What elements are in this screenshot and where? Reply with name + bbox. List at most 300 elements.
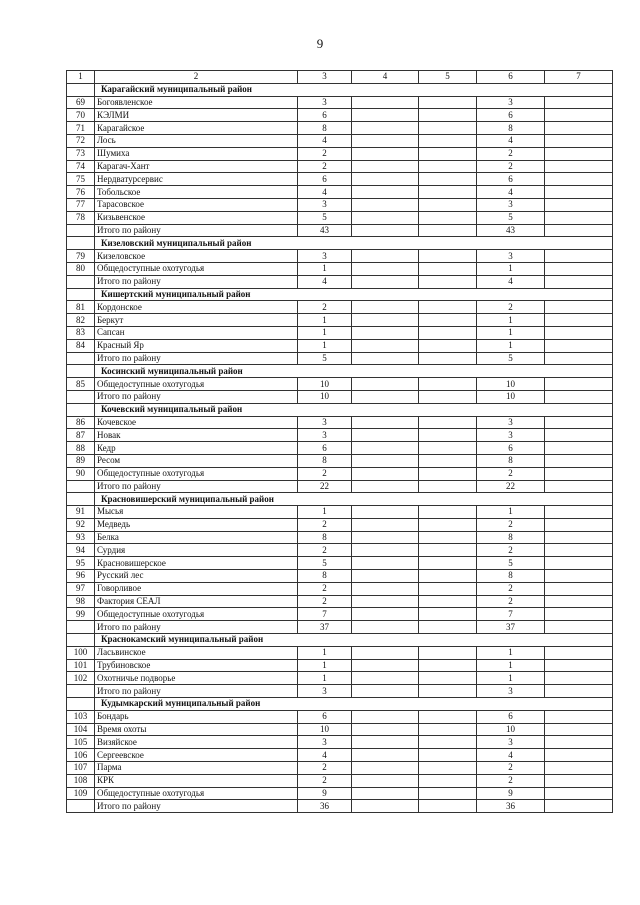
table-row: [67, 531, 613, 544]
column-7-value: [545, 595, 613, 608]
column-3-value: 3: [298, 736, 352, 749]
column-7-value: [545, 480, 613, 493]
column-3-value: 10: [298, 723, 352, 736]
column-3-value: 6: [298, 710, 352, 723]
row-number: 79: [67, 250, 95, 263]
column-3-value: 2: [298, 467, 352, 480]
column-6-value: 6: [477, 109, 545, 122]
hunting-ground-name: Кедр: [95, 442, 298, 455]
column-5-value: [419, 96, 477, 109]
column-7-value: [545, 198, 613, 211]
column-5-value: [419, 557, 477, 570]
district-total-row: [67, 800, 613, 813]
hunting-ground-name: Бондарь: [95, 710, 298, 723]
row-number: 86: [67, 416, 95, 429]
row-number: 74: [67, 160, 95, 173]
row-number: 71: [67, 122, 95, 135]
column-6-value: 1: [477, 314, 545, 327]
row-number: 91: [67, 506, 95, 519]
row-number: 101: [67, 659, 95, 672]
column-6-value: 8: [477, 122, 545, 135]
district-total-row: [67, 685, 613, 698]
row-number: [67, 390, 95, 403]
row-number: 104: [67, 723, 95, 736]
table-row: [67, 301, 613, 314]
column-3-value: 1: [298, 339, 352, 352]
column-4-value: [352, 762, 419, 775]
column-6-value: 8: [477, 454, 545, 467]
district-total-row: [67, 390, 613, 403]
total-column-3: 37: [298, 621, 352, 634]
column-6-value: 2: [477, 774, 545, 787]
column-7-value: [545, 326, 613, 339]
column-5-value: [419, 122, 477, 135]
hunting-ground-name: Карагайское: [95, 122, 298, 135]
column-6-value: 2: [477, 301, 545, 314]
column-4-value: [352, 544, 419, 557]
column-6-value: 2: [477, 518, 545, 531]
district-header-row: [67, 698, 613, 711]
column-5-value: [419, 211, 477, 224]
column-5-value: [419, 800, 477, 813]
column-4-value: [352, 442, 419, 455]
column-7-value: [545, 557, 613, 570]
row-number: [67, 685, 95, 698]
column-4-value: [352, 749, 419, 762]
column-4-value: [352, 301, 419, 314]
column-5-value: [419, 147, 477, 160]
column-7-value: [545, 442, 613, 455]
row-number: 94: [67, 544, 95, 557]
total-column-3: 43: [298, 224, 352, 237]
total-column-3: 4: [298, 275, 352, 288]
column-4-value: [352, 800, 419, 813]
column-6-value: 2: [477, 595, 545, 608]
column-4-value: [352, 275, 419, 288]
table-row: [67, 557, 613, 570]
column-5-value: [419, 467, 477, 480]
column-7-value: [545, 160, 613, 173]
row-number: 72: [67, 134, 95, 147]
column-7-value: [545, 339, 613, 352]
hunting-ground-name: Общедоступные охотугодья: [95, 262, 298, 275]
column-7-value: [545, 710, 613, 723]
district-title: Кочевский муниципальный район: [95, 403, 613, 416]
column-7-value: [545, 250, 613, 263]
column-4-value: [352, 595, 419, 608]
column-7-value: [545, 544, 613, 557]
column-7-value: [545, 301, 613, 314]
column-4-value: [352, 582, 419, 595]
table-row: [67, 122, 613, 135]
column-6-value: 3: [477, 736, 545, 749]
column-3-value: 8: [298, 122, 352, 135]
hunting-ground-name: Общедоступные охотугодья: [95, 467, 298, 480]
column-5-value: [419, 659, 477, 672]
hunting-ground-name: КЭЛМИ: [95, 109, 298, 122]
column-5-value: [419, 595, 477, 608]
column-3-value: 8: [298, 454, 352, 467]
number-cell: [67, 83, 95, 96]
table-row: [67, 646, 613, 659]
column-7-value: [545, 429, 613, 442]
column-7-value: [545, 621, 613, 634]
hunting-ground-name: Шумиха: [95, 147, 298, 160]
column-4-value: [352, 250, 419, 263]
column-5-value: [419, 570, 477, 583]
column-3-value: 1: [298, 646, 352, 659]
column-3-value: 8: [298, 570, 352, 583]
row-number: 109: [67, 787, 95, 800]
column-4-value: [352, 390, 419, 403]
column-5-value: [419, 762, 477, 775]
column-7-value: [545, 467, 613, 480]
table-row: [67, 160, 613, 173]
column-5-value: [419, 582, 477, 595]
column-6-value: 1: [477, 672, 545, 685]
column-7-value: [545, 723, 613, 736]
total-column-3: 3: [298, 685, 352, 698]
column-4-value: [352, 685, 419, 698]
column-5-value: [419, 736, 477, 749]
row-number: 81: [67, 301, 95, 314]
table-row: [67, 723, 613, 736]
table-row: [67, 570, 613, 583]
column-5-value: [419, 531, 477, 544]
row-number: 105: [67, 736, 95, 749]
table-row: [67, 416, 613, 429]
district-title: Краснокамский муниципальный район: [95, 634, 613, 647]
column-6-value: 3: [477, 250, 545, 263]
table-row: [67, 608, 613, 621]
row-number: 89: [67, 454, 95, 467]
column-6-value: 1: [477, 506, 545, 519]
column-3-value: 2: [298, 774, 352, 787]
table-row: [67, 659, 613, 672]
column-5-value: [419, 506, 477, 519]
column-3-value: 3: [298, 429, 352, 442]
row-number: [67, 621, 95, 634]
number-cell: [67, 403, 95, 416]
hunting-ground-name: Сурдия: [95, 544, 298, 557]
total-column-6: 4: [477, 275, 545, 288]
table-row: [67, 339, 613, 352]
total-column-6: 10: [477, 390, 545, 403]
column-7-value: [545, 506, 613, 519]
hunting-ground-name: Общедоступные охотугодья: [95, 378, 298, 391]
column-6-value: 2: [477, 467, 545, 480]
hunting-ground-name: Сергеевское: [95, 749, 298, 762]
column-3-value: 2: [298, 544, 352, 557]
column-7-value: [545, 224, 613, 237]
column-3-value: 3: [298, 96, 352, 109]
column-4-value: [352, 262, 419, 275]
district-title: Косинский муниципальный район: [95, 365, 613, 378]
column-5-value: [419, 390, 477, 403]
hunting-ground-name: Общедоступные охотугодья: [95, 608, 298, 621]
column-5-value: [419, 326, 477, 339]
column-3-value: 2: [298, 160, 352, 173]
table-row: [67, 749, 613, 762]
column-6-value: 8: [477, 570, 545, 583]
row-number: 78: [67, 211, 95, 224]
column-3-value: 6: [298, 442, 352, 455]
column-5-value: [419, 518, 477, 531]
total-column-6: 36: [477, 800, 545, 813]
row-number: 69: [67, 96, 95, 109]
column-7-value: [545, 352, 613, 365]
hunting-ground-name: Кизьвенское: [95, 211, 298, 224]
district-title: Кишертский муниципальный район: [95, 288, 613, 301]
row-number: 99: [67, 608, 95, 621]
number-cell: [67, 634, 95, 647]
column-4-value: [352, 506, 419, 519]
column-7-value: [545, 582, 613, 595]
row-number: 76: [67, 186, 95, 199]
table-row: [67, 736, 613, 749]
hunting-ground-name: Говорливое: [95, 582, 298, 595]
column-4-value: [352, 672, 419, 685]
column-5-value: [419, 749, 477, 762]
table-row: [67, 787, 613, 800]
header-row: [67, 71, 613, 84]
column-4-value: [352, 326, 419, 339]
row-number: 97: [67, 582, 95, 595]
column-3-value: 1: [298, 659, 352, 672]
row-number: 106: [67, 749, 95, 762]
column-3-value: 4: [298, 134, 352, 147]
column-5-value: [419, 608, 477, 621]
column-7-value: [545, 186, 613, 199]
table-row: [67, 262, 613, 275]
row-number: 102: [67, 672, 95, 685]
row-number: 80: [67, 262, 95, 275]
column-7-value: [545, 685, 613, 698]
column-5-value: [419, 109, 477, 122]
column-6-value: 6: [477, 173, 545, 186]
column-4-value: [352, 186, 419, 199]
row-number: 107: [67, 762, 95, 775]
row-number: 90: [67, 467, 95, 480]
column-3-value: 3: [298, 250, 352, 263]
table-row: [67, 429, 613, 442]
district-header-row: [67, 493, 613, 506]
column-6-value: 5: [477, 557, 545, 570]
hunting-ground-name: Фактория СЕАЛ: [95, 595, 298, 608]
column-6-value: 4: [477, 134, 545, 147]
column-7-value: [545, 173, 613, 186]
table-row: [67, 544, 613, 557]
column-7-value: [545, 774, 613, 787]
hunting-ground-name: Мысья: [95, 506, 298, 519]
column-5-value: [419, 262, 477, 275]
total-column-3: 36: [298, 800, 352, 813]
district-title: Кудымкарский муниципальный район: [95, 698, 613, 711]
column-4-value: [352, 122, 419, 135]
column-7-value: [545, 749, 613, 762]
district-title: Кизеловский муниципальный район: [95, 237, 613, 250]
column-7-value: [545, 454, 613, 467]
hunting-ground-name: Ласьвинское: [95, 646, 298, 659]
table-row: [67, 454, 613, 467]
column-4-value: [352, 723, 419, 736]
column-3-value: 2: [298, 762, 352, 775]
column-7-value: [545, 646, 613, 659]
column-3-value: 9: [298, 787, 352, 800]
column-6-value: 4: [477, 186, 545, 199]
column-4-value: [352, 147, 419, 160]
total-label: Итого по району: [95, 352, 298, 365]
column-4-value: [352, 531, 419, 544]
table-row: [67, 518, 613, 531]
row-number: 100: [67, 646, 95, 659]
table-row: [67, 326, 613, 339]
district-header-row: [67, 365, 613, 378]
district-header-row: [67, 83, 613, 96]
column-5-value: [419, 378, 477, 391]
column-6-value: 1: [477, 659, 545, 672]
column-6-value: 10: [477, 723, 545, 736]
column-7-value: [545, 390, 613, 403]
hunting-ground-name: Новак: [95, 429, 298, 442]
total-column-6: 22: [477, 480, 545, 493]
column-3-value: 10: [298, 378, 352, 391]
table-row: [67, 198, 613, 211]
column-6-value: 3: [477, 198, 545, 211]
total-label: Итого по району: [95, 621, 298, 634]
column-5-value: [419, 774, 477, 787]
column-5-value: [419, 186, 477, 199]
hunting-ground-name: Общедоступные охотугодья: [95, 787, 298, 800]
column-7-value: [545, 672, 613, 685]
column-4-value: [352, 352, 419, 365]
column-4-value: [352, 518, 419, 531]
row-number: 108: [67, 774, 95, 787]
column-6-value: 8: [477, 531, 545, 544]
column-3-value: 3: [298, 416, 352, 429]
column-5-value: [419, 685, 477, 698]
column-6-value: 3: [477, 416, 545, 429]
column-5-value: [419, 480, 477, 493]
column-6-value: 9: [477, 787, 545, 800]
row-number: [67, 800, 95, 813]
total-column-3: 10: [298, 390, 352, 403]
total-column-3: 5: [298, 352, 352, 365]
column-7-value: [545, 659, 613, 672]
table-row: [67, 186, 613, 199]
column-6-value: 1: [477, 262, 545, 275]
column-3-value: 8: [298, 531, 352, 544]
number-cell: [67, 698, 95, 711]
table-row: [67, 442, 613, 455]
number-cell: [67, 365, 95, 378]
row-number: 92: [67, 518, 95, 531]
column-6-value: 1: [477, 646, 545, 659]
table-row: [67, 762, 613, 775]
column-5-value: [419, 224, 477, 237]
column-5-value: [419, 454, 477, 467]
district-total-row: [67, 480, 613, 493]
column-3-value: 6: [298, 109, 352, 122]
column-4-value: [352, 429, 419, 442]
column-3-value: 3: [298, 198, 352, 211]
table-row: [67, 378, 613, 391]
column-5-value: [419, 710, 477, 723]
total-label: Итого по району: [95, 800, 298, 813]
header-cell: 1: [67, 71, 95, 84]
hunting-ground-name: Трубиновское: [95, 659, 298, 672]
column-4-value: [352, 378, 419, 391]
row-number: 70: [67, 109, 95, 122]
column-5-value: [419, 339, 477, 352]
hunting-ground-name: Тобольское: [95, 186, 298, 199]
column-5-value: [419, 787, 477, 800]
column-7-value: [545, 531, 613, 544]
column-7-value: [545, 570, 613, 583]
hunting-ground-name: Красновишерское: [95, 557, 298, 570]
column-4-value: [352, 314, 419, 327]
column-7-value: [545, 275, 613, 288]
district-header-row: [67, 403, 613, 416]
column-4-value: [352, 454, 419, 467]
column-5-value: [419, 429, 477, 442]
column-3-value: 2: [298, 595, 352, 608]
row-number: 85: [67, 378, 95, 391]
row-number: 84: [67, 339, 95, 352]
row-number: [67, 352, 95, 365]
total-column-6: 37: [477, 621, 545, 634]
column-5-value: [419, 723, 477, 736]
column-5-value: [419, 301, 477, 314]
hunting-ground-name: Нердватурсервис: [95, 173, 298, 186]
total-label: Итого по району: [95, 224, 298, 237]
total-column-6: 43: [477, 224, 545, 237]
column-5-value: [419, 134, 477, 147]
column-4-value: [352, 224, 419, 237]
column-7-value: [545, 608, 613, 621]
column-6-value: 2: [477, 762, 545, 775]
column-7-value: [545, 787, 613, 800]
column-6-value: 1: [477, 339, 545, 352]
column-7-value: [545, 211, 613, 224]
table-row: [67, 314, 613, 327]
hunting-ground-name: Парма: [95, 762, 298, 775]
column-7-value: [545, 800, 613, 813]
column-3-value: 2: [298, 147, 352, 160]
table-row: [67, 672, 613, 685]
hunting-ground-name: Лось: [95, 134, 298, 147]
column-4-value: [352, 787, 419, 800]
column-4-value: [352, 416, 419, 429]
column-6-value: 10: [477, 378, 545, 391]
column-4-value: [352, 160, 419, 173]
row-number: 82: [67, 314, 95, 327]
table-row: [67, 582, 613, 595]
column-5-value: [419, 646, 477, 659]
column-7-value: [545, 262, 613, 275]
column-5-value: [419, 314, 477, 327]
hunting-ground-name: Сапсан: [95, 326, 298, 339]
column-4-value: [352, 710, 419, 723]
number-cell: [67, 493, 95, 506]
hunting-ground-name: Красный Яр: [95, 339, 298, 352]
total-column-3: 22: [298, 480, 352, 493]
column-3-value: 2: [298, 518, 352, 531]
column-4-value: [352, 608, 419, 621]
column-4-value: [352, 646, 419, 659]
table-row: [67, 147, 613, 160]
column-7-value: [545, 736, 613, 749]
